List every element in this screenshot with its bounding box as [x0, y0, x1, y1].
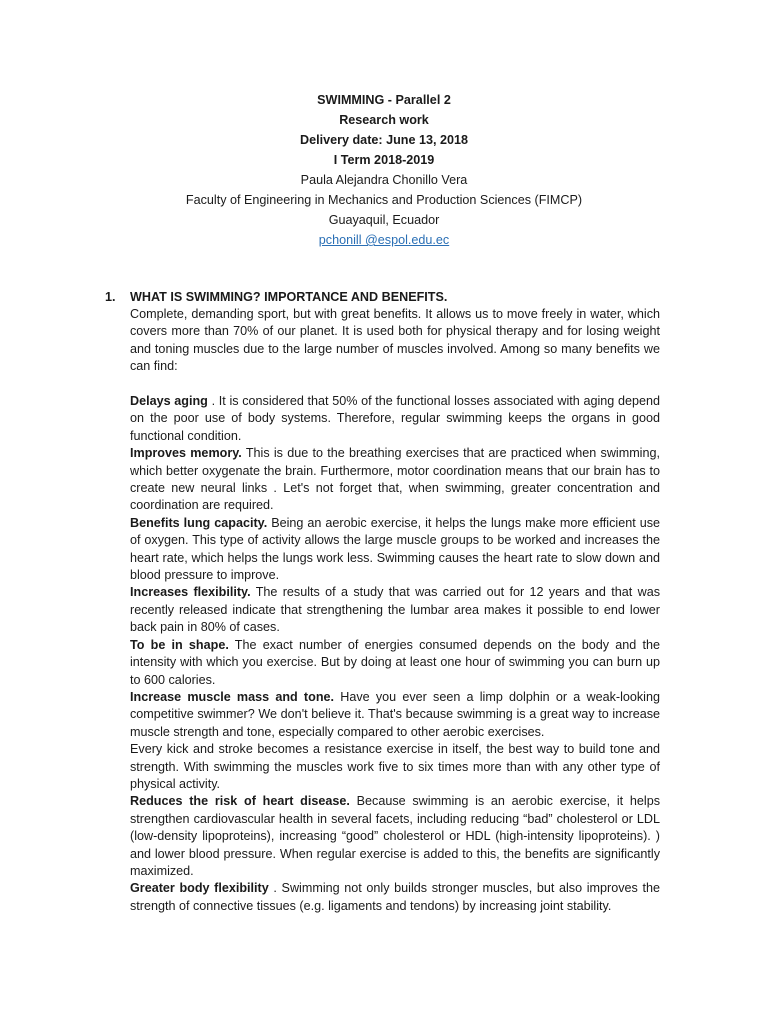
- section-heading: [105, 289, 447, 306]
- section-body: [130, 306, 660, 915]
- benefit-paragraph: [130, 515, 660, 585]
- benefit-title: Benefits lung capacity.: [130, 515, 268, 530]
- benefit-text: Because swimming is an aerobic exercise, it helps strengthen cardiovascular health in several facets, including reducing “bad” cholesterol or LDL (low-density lipoproteins), increasing “good” cholesterol or HDL (high-intensity lipoproteins). ) and lower blood pressure. When regular exercise is added to this, the benefits are significantly maximized.: [130, 794, 660, 878]
- benefit-title: To be in shape.: [130, 637, 229, 652]
- benefit-text: The exact number of energies consumed depends on the body and the intensity with which you exercise. But by doing at least one hour of swimming you can burn up to 600 calories.: [130, 637, 661, 687]
- work-type: Research work: [339, 113, 429, 127]
- benefit-paragraph: [130, 741, 660, 793]
- benefit-paragraph: [130, 393, 660, 445]
- benefit-text: . It is considered that 50% of the functional losses associated with aging depend on the poor use of body systems. Therefore, regular swimming keeps the organs in good functional condition.: [130, 394, 660, 443]
- benefit-title: Reduces the risk of heart disease.: [130, 794, 350, 809]
- course-title: SWIMMING - Parallel 2: [317, 93, 451, 107]
- benefit-text: Being an aerobic exercise, it helps the lungs make more efficient use of oxygen. This type of activity allows the large muscle groups to be worked and increases the heart rate, which helps the lungs work less. Swimming causes the heart rate to slow down and blood pressure to improve.: [130, 515, 661, 583]
- email-link[interactable]: pchonill @espol.edu.ec: [318, 233, 450, 247]
- benefit-paragraph: [130, 880, 660, 915]
- benefit-title: Improves memory.: [130, 446, 242, 461]
- benefit-paragraph: [130, 445, 660, 515]
- benefit-text: Every kick and stroke becomes a resistance exercise in itself, the best way to build tone and strength. With swimming the muscles work five to six times more than with any other type of physical activity.: [130, 742, 660, 791]
- section-number: 1.: [105, 290, 116, 304]
- delivery-date: Delivery date: June 13, 2018: [299, 133, 468, 147]
- intro-paragraph: Complete, demanding sport, but with great benefits. It allows us to move freely in water, which covers more than 70% of our planet. It is used both for physical therapy and for losing weight and toning muscles due to the large number of muscles involved. Among so many benefits we can find:: [130, 307, 660, 374]
- benefit-text: . Swimming not only builds stronger muscles, but also improves the strength of connective tissues (e.g. ligaments and tendons) by increasing joint stability.: [130, 881, 660, 913]
- term: I Term 2018-2019: [333, 153, 435, 167]
- benefit-title: Increases flexibility.: [130, 585, 251, 600]
- benefit-paragraph: [130, 584, 660, 636]
- benefit-title: Delays aging: [130, 394, 208, 409]
- benefit-title: Increase muscle mass and tone.: [130, 689, 335, 704]
- benefit-paragraph: [130, 637, 660, 689]
- paragraph-gap: [130, 376, 660, 393]
- faculty-name: Faculty of Engineering in Mechanics and Production Sciences (FIMCP): [185, 193, 583, 207]
- benefit-paragraph: [130, 793, 660, 880]
- benefit-text: The results of a study that was carried out for 12 years and that was recently released indicate that strengthening the lumbar area makes it possible to end lower back pain in 80% of cases.: [130, 585, 660, 635]
- benefit-text: This is due to the breathing exercises that are practiced when swimming, which better oxygenate the brain. Furthermore, motor coordination means that our brain has to create new neural links . Let's not forget that, when swimming, greater concentration and coordination are required.: [130, 446, 660, 513]
- benefit-text: Have you ever seen a limp dolphin or a weak-looking competitive swimmer? We don't believe it. That's because swimming is a great way to increase muscle strength and tone, especially compared to other aerobic exercises.: [130, 689, 660, 739]
- document-header: [0, 90, 768, 250]
- location: Guayaquil, Ecuador: [328, 213, 440, 227]
- benefit-paragraph: [130, 689, 660, 741]
- benefit-title: Greater body flexibility: [130, 881, 269, 896]
- section-title: WHAT IS SWIMMING? IMPORTANCE AND BENEFITS.: [130, 290, 448, 304]
- author-name: Paula Alejandra Chonillo Vera: [300, 173, 468, 187]
